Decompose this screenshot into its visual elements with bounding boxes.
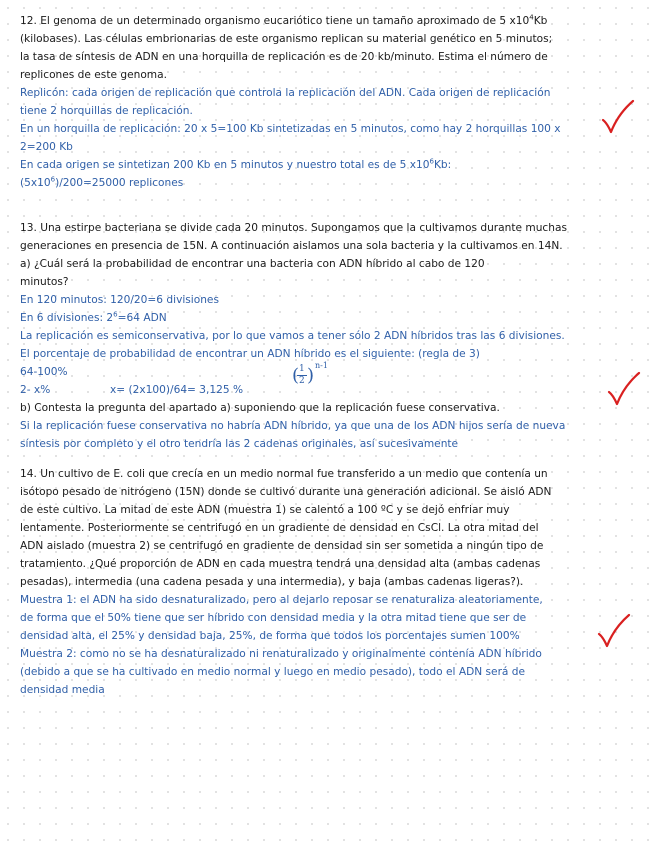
a14-line-4: Muestra 2: como no se ha desnaturalizado ni renaturalizado y originalmente contenía ADN híbrido bbox=[20, 648, 542, 660]
q14-line-3: de este cultivo. La mitad de este ADN (muestra 1) se calentó a 100 ºC y se dejó enfriar muy bbox=[20, 504, 510, 516]
a14-line-5: (debido a que se ha cultivado en medio normal y luego en medio pesado), todo el ADN será de bbox=[20, 666, 526, 678]
a13-line-b1: Si la replicación fuese conservativa no habría ADN híbrido, ya que una de los ADN hijos sería de nueva bbox=[20, 420, 566, 432]
q12-line-3: la tasa de síntesis de ADN en una horquilla de replicación es de 20 kb/minuto. Estima el número de bbox=[20, 51, 548, 63]
formula-numerator: 1 bbox=[299, 364, 305, 374]
a12-l6-exponent: 6 bbox=[50, 176, 56, 184]
q12-text: 12. El genoma de un determinado organismo eucariótico tiene un tamaño aproximado de 5 x10 bbox=[20, 15, 530, 27]
formula-paren-left: ( bbox=[292, 365, 300, 386]
q12-line-1 bbox=[20, 14, 616, 29]
formula-denominator: 2 bbox=[299, 376, 305, 386]
a14-line-2: de forma que el 50% tiene que ser híbrido con densidad media y la otra mitad tiene que ser de bbox=[20, 612, 527, 624]
a12-line-1: Replicón: cada origen de replicación que controla la replicación del ADN. Cada origen de replicación bbox=[20, 87, 551, 99]
a13-l2-exponent: 6 bbox=[113, 311, 118, 319]
a12-l5-text: En cada origen se sintetizan 200 Kb en 5 minutos y nuestro total es de 5 x10 bbox=[20, 159, 430, 171]
a13-line-5: 64-100% bbox=[20, 366, 68, 378]
fraction-formula bbox=[292, 362, 338, 394]
a12-line-3: En un horquilla de replicación: 20 x 5=100 Kb sintetizadas en 5 minutos, como hay 2 horquillas 100 x bbox=[20, 123, 561, 135]
a12-line-6 bbox=[20, 176, 616, 191]
a14-line-6: densidad media bbox=[20, 684, 105, 696]
a12-line-4: 2=200 Kb bbox=[20, 141, 73, 153]
q14-line-1: 14. Un cultivo de E. coli que crecía en un medio normal fue transferido a un medio que contenía un bbox=[20, 468, 548, 480]
a13-line-2 bbox=[20, 311, 616, 326]
a12-l6-text: (5x10 bbox=[20, 177, 51, 189]
q14-line-4: lentamente. Posteriormente se centrifugó en un gradiente de densidad en CsCl. La otra mitad del bbox=[20, 522, 539, 534]
q14-line-5: ADN aislado (muestra 2) se centrifugó en gradiente de densidad sin ser sometida a ningún tipo de bbox=[20, 540, 544, 552]
a13-line-3: La replicación es semiconservativa, por lo que vamos a tener sólo 2 ADN híbridos tras las 6 divisiones. bbox=[20, 330, 565, 342]
a13-line-6a: 2- x% bbox=[20, 384, 51, 396]
check-mark-icon bbox=[606, 370, 642, 410]
q13-line-1: 13. Una estirpe bacteriana se divide cada 20 minutos. Supongamos que la cultivamos durante muchas bbox=[20, 222, 567, 234]
a14-line-1: Muestra 1: el ADN ha sido desnaturalizado, pero al dejarlo reposar se renaturaliza aleatoriamente, bbox=[20, 594, 543, 606]
q13-line-2: generaciones en presencia de 15N. A continuación aislamos una sola bacteria y la cultivamos en 14N. bbox=[20, 240, 563, 252]
q13-line-4: minutos? bbox=[20, 276, 69, 288]
q14-line-2: isótopo pesado de nitrógeno (15N) donde se cultivó durante una generación adicional. Se aisló ADN bbox=[20, 486, 552, 498]
formula-exponent: n-1 bbox=[315, 361, 328, 370]
a13-line-6b: x= (2x100)/64= 3,125 % bbox=[110, 384, 244, 396]
a12-line-5 bbox=[20, 158, 616, 173]
q12-exponent: 4 bbox=[529, 14, 534, 22]
q12-line-2: (kilobases). Las células embrionarias de este organismo replican su material genético en 5 minutos; bbox=[20, 33, 553, 45]
a13-l2-text: En 6 divisiones: 2 bbox=[20, 312, 114, 324]
a12-l6-result: )/200=25000 replicones bbox=[55, 177, 184, 189]
q13-line-3: a) ¿Cuál será la probabilidad de encontrar una bacteria con ADN híbrido al cabo de 120 bbox=[20, 258, 485, 270]
a13-line-4: El porcentaje de probabilidad de encontrar un ADN híbrido es el siguiente: (regla de 3) bbox=[20, 348, 480, 360]
check-mark-icon bbox=[600, 98, 636, 138]
a13-line-1: En 120 minutos: 120/20=6 divisiones bbox=[20, 294, 219, 306]
a14-line-3: densidad alta, el 25% y densidad baja, 25%, de forma que todos los porcentajes sumen 100% bbox=[20, 630, 520, 642]
check-mark-icon bbox=[596, 612, 632, 652]
q13-line-b: b) Contesta la pregunta del apartado a) suponiendo que la replicación fuese conservativa. bbox=[20, 402, 500, 414]
q12-line-4: replicones de este genoma. bbox=[20, 69, 167, 81]
a12-line-2: tiene 2 horquillas de replicación. bbox=[20, 105, 193, 117]
q14-line-7: pesadas), intermedia (una cadena pesada y una intermedia), y baja (ambas cadenas ligeras?). bbox=[20, 576, 524, 588]
formula-paren-right: ) bbox=[307, 365, 315, 386]
q14-line-6: tratamiento. ¿Qué proporción de ADN en cada muestra tendrá una densidad alta (ambas cadenas bbox=[20, 558, 541, 570]
a13-l2-result: =64 ADN bbox=[117, 312, 167, 324]
a12-l5-unit: Kb: bbox=[433, 159, 452, 171]
q12-unit: Kb bbox=[533, 15, 548, 27]
a12-l5-exponent: 6 bbox=[429, 158, 434, 166]
a13-line-b2: síntesis por completo y el otro tendría las 2 cadenas originales, así sucesivamente bbox=[20, 438, 459, 450]
